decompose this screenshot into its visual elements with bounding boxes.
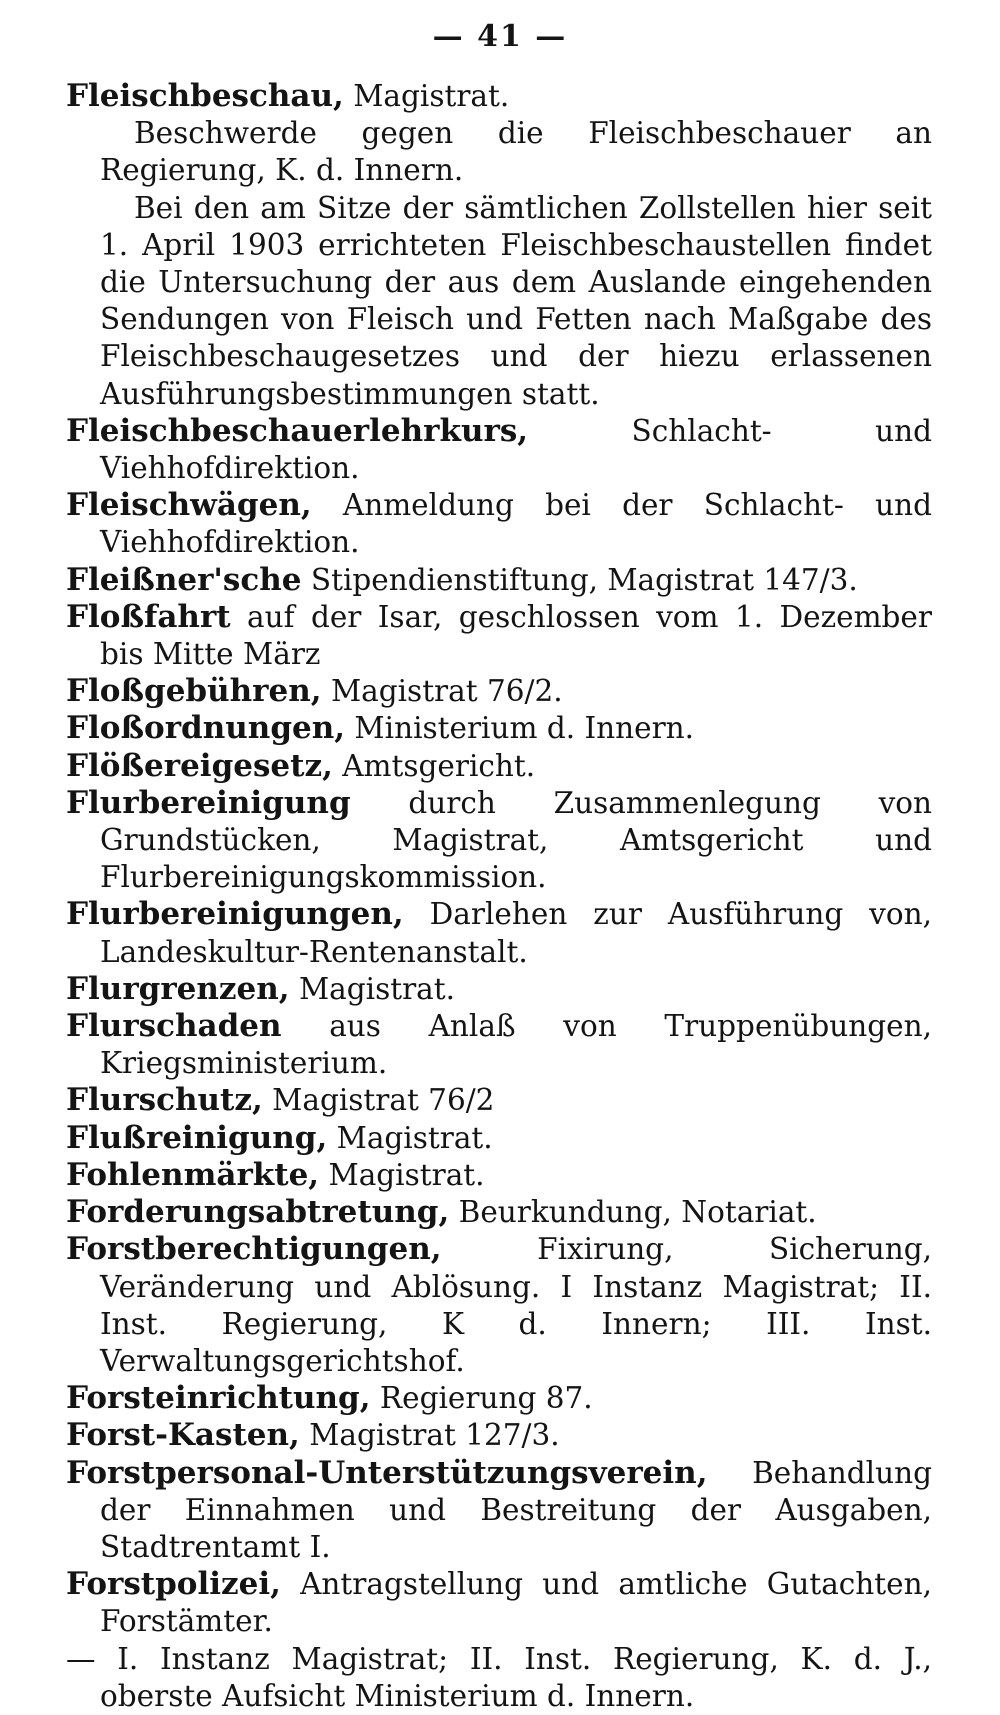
entry-body: Magistrat. bbox=[327, 1120, 493, 1155]
entry-paragraph: Bei den am Sitze der sämtlichen Zollstellen hier seit 1. April 1903 errichteten Fleischbeschaustellen findet die Untersuchung der aus dem Auslande eingehenden Sendungen von Fleisch und Fetten nach Maßgabe des Fleischbeschaugesetzes und der hiezu erlassenen Ausführungsbestimmungen statt. bbox=[100, 190, 932, 411]
entry-head: Flußreinigung, bbox=[66, 1119, 328, 1156]
index-entry bbox=[66, 1417, 932, 1454]
entry-body: Magistrat 76/2 bbox=[262, 1083, 495, 1118]
entry-head: Forstberechtigungen, bbox=[66, 1231, 442, 1268]
entry-body: Magistrat. bbox=[289, 971, 455, 1006]
index-entry bbox=[66, 1380, 932, 1417]
entry-head: Flurbereinigung bbox=[66, 784, 351, 821]
entry-head: Fleischwägen, bbox=[66, 487, 312, 524]
index-entry bbox=[66, 599, 932, 673]
index-entry bbox=[66, 1194, 932, 1231]
entry-body: Ministerium d. Innern. bbox=[345, 711, 695, 746]
entry-head: Floßordnungen, bbox=[66, 710, 346, 747]
entry-body: Schlacht- und Viehhofdirektion. bbox=[100, 413, 932, 486]
index-entry bbox=[66, 562, 932, 599]
entry-head: Fleischbeschauerlehrkurs, bbox=[66, 412, 529, 449]
index-entry bbox=[66, 785, 932, 897]
index-entry bbox=[66, 487, 932, 561]
index-entry bbox=[66, 896, 932, 970]
entry-continuation: — I. Instanz Magistrat; II. Inst. Regierung, K. d. J., oberste Aufsicht Ministerium d. Innern. bbox=[66, 1641, 932, 1713]
index-entry bbox=[66, 971, 932, 1008]
entry-body: aus Anlaß von Truppenübungen, Kriegsministerium. bbox=[100, 1009, 932, 1081]
index-entry bbox=[66, 1455, 932, 1567]
index-entry bbox=[66, 413, 932, 487]
entry-head: Flurgrenzen, bbox=[66, 970, 290, 1007]
entry-head: Floßgebühren, bbox=[66, 673, 322, 710]
entry-body: Behandlung der Einnahmen und Bestreitung der Ausgaben, Stadtrentamt I. bbox=[100, 1455, 932, 1564]
entry-body: Fixirung, Sicherung, Veränderung und Ablösung. I Instanz Magistrat; II. Inst. Regierung, K d. Innern; III. Inst. Verwaltungsgerichtshof. bbox=[100, 1232, 932, 1378]
entry-head: Forstpolizei, bbox=[66, 1566, 281, 1603]
entry-body: Antragstellung und amtliche Gutachten, Forstämter. bbox=[100, 1567, 932, 1639]
entry-body: Anmeldung bei der Schlacht- und Viehhofdirektion. bbox=[100, 488, 932, 560]
index-entry bbox=[66, 1157, 932, 1194]
index-entry bbox=[66, 1008, 932, 1082]
entry-head: Floßfahrt bbox=[66, 598, 231, 635]
index-entry bbox=[66, 748, 932, 785]
entry-body: Stipendienstiftung, Magistrat 147/3. bbox=[301, 562, 858, 597]
index-entry bbox=[66, 1120, 932, 1157]
entry-head: Flurschaden bbox=[66, 1008, 282, 1045]
entry-head: Flößereigesetz, bbox=[66, 747, 333, 784]
index-entry bbox=[66, 673, 932, 710]
entry-body: Magistrat. bbox=[343, 79, 510, 113]
entry-body: Magistrat. bbox=[319, 1157, 485, 1192]
page-number: — 41 — bbox=[432, 19, 568, 54]
entry-head: Fleischbeschau, bbox=[66, 78, 344, 114]
index-entry bbox=[66, 710, 932, 747]
index-entry bbox=[66, 1566, 932, 1640]
entry-body: Regierung 87. bbox=[370, 1381, 593, 1416]
entry-head: Flurbereinigungen, bbox=[66, 896, 404, 933]
entry-head: Forst-Kasten, bbox=[66, 1417, 300, 1454]
index-entry bbox=[66, 1231, 932, 1380]
entry-head: Forderungsabtretung, bbox=[66, 1194, 450, 1231]
entry-body: Magistrat 127/3. bbox=[299, 1418, 560, 1453]
index-entries bbox=[66, 78, 932, 1715]
entry-body: Amtsgericht. bbox=[332, 748, 536, 783]
index-entry bbox=[66, 78, 932, 115]
entry-head: Forsteinrichtung, bbox=[66, 1380, 371, 1417]
entry-body: Darlehen zur Ausführung von, Landeskultur-Rentenanstalt. bbox=[100, 897, 932, 969]
entry-body: Beurkundung, Notariat. bbox=[449, 1195, 817, 1230]
entry-head: Flurschutz, bbox=[66, 1082, 263, 1119]
entry-head: Fohlenmärkte, bbox=[66, 1156, 320, 1193]
entry-head: Forstpersonal-Unterstützungsverein, bbox=[66, 1454, 708, 1491]
entry-head: Fleißner'sche bbox=[66, 561, 302, 598]
entry-paragraph: Beschwerde gegen die Fleischbeschauer an Regierung, K. d. Innern. bbox=[100, 116, 932, 188]
entry-body: Magistrat 76/2. bbox=[321, 674, 563, 709]
entry-body: auf der Isar, geschlossen vom 1. Dezember bis Mitte März bbox=[100, 599, 932, 672]
index-entry bbox=[66, 1082, 932, 1119]
entry-body: durch Zusammenlegung von Grundstücken, Magistrat, Amtsgericht und Flurbereinigungskommission. bbox=[100, 785, 932, 895]
